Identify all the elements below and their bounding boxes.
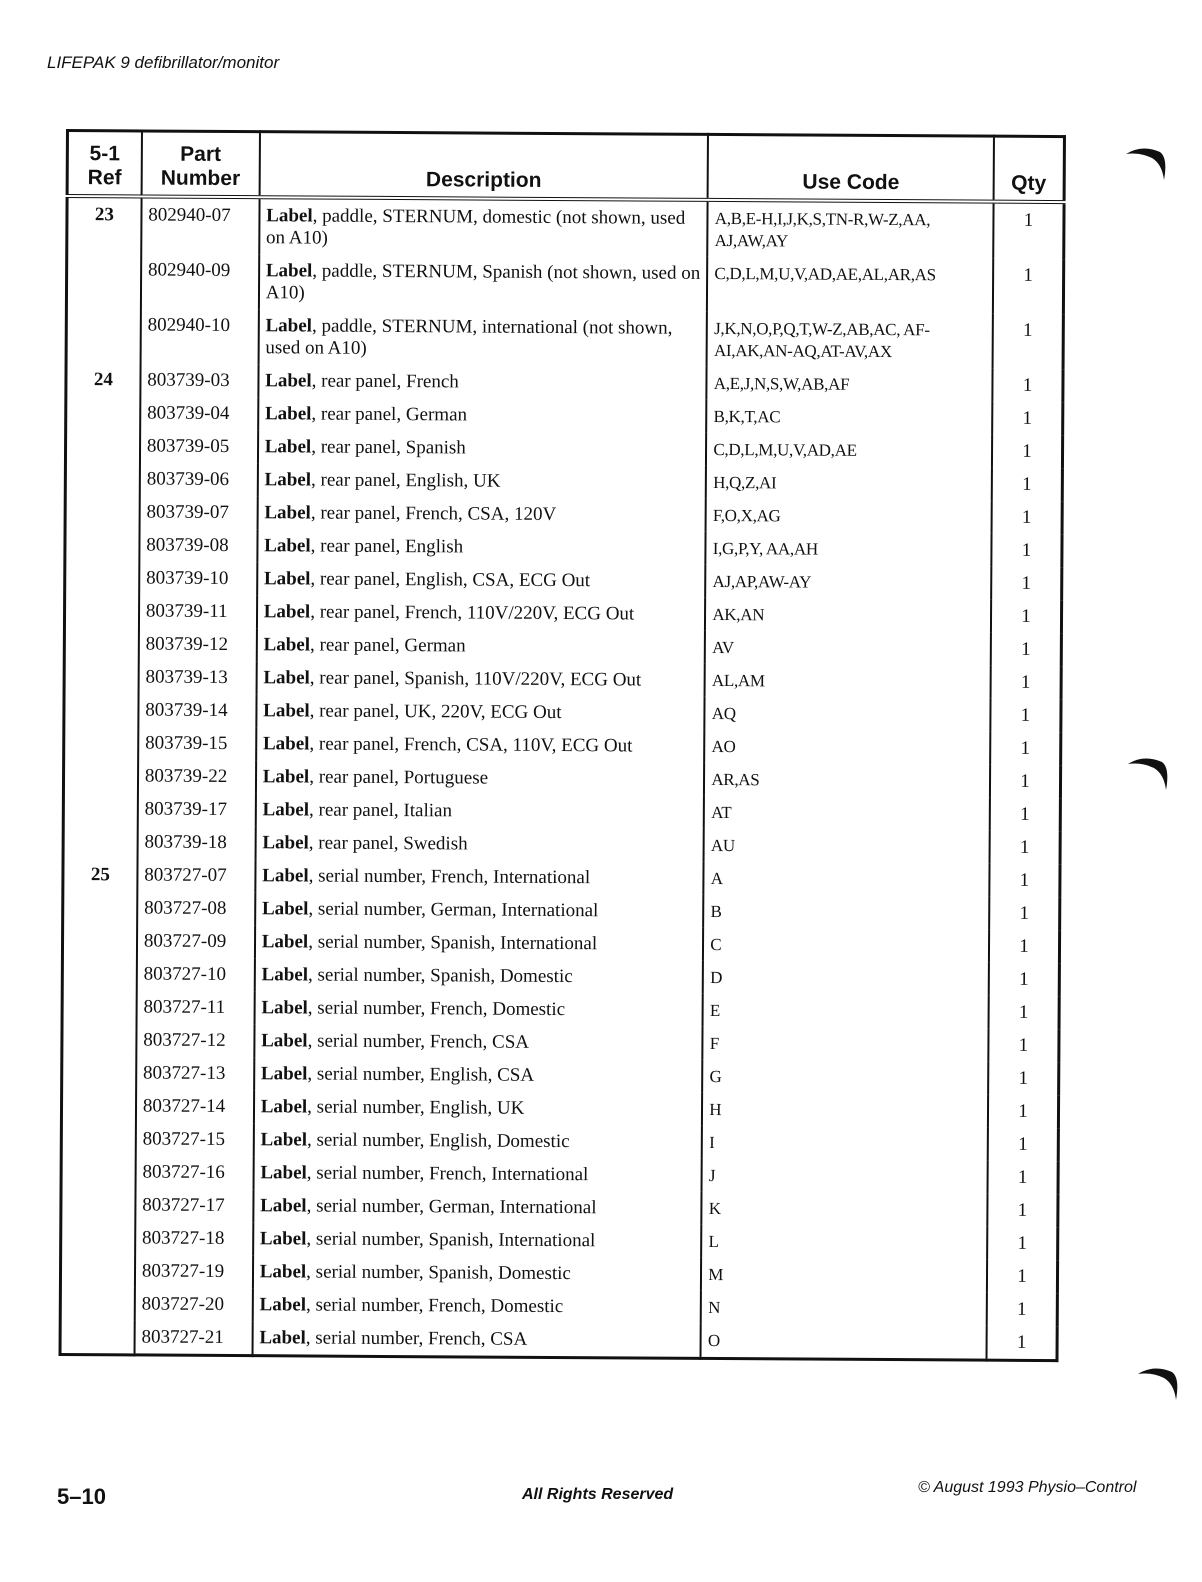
cell-use-code: A,B,E-H,I,J,K,S,TN-R,W-Z,AA, AJ,AW,AY <box>708 200 994 259</box>
cell-ref <box>64 627 139 660</box>
cell-use-code: M <box>701 1258 987 1293</box>
table-row <box>66 308 1063 369</box>
column-header-part-line2: Number <box>160 166 241 191</box>
description-text: , serial number, Spanish, International <box>306 1228 596 1252</box>
cell-part-number: 802940-09 <box>141 253 259 309</box>
cell-ref <box>65 495 140 528</box>
cell-use-code: AT <box>704 796 990 831</box>
cell-part-number: 803739-22 <box>138 759 256 793</box>
description-text: , serial number, Spanish, Domestic <box>306 1261 571 1285</box>
description-label-bold: Label <box>260 1096 308 1118</box>
description-label-bold: Label <box>260 1129 308 1151</box>
binder-tab-mark-icon <box>1126 752 1172 792</box>
cell-ref <box>64 660 139 693</box>
description-label-bold: Label <box>262 865 309 887</box>
cell-use-code: J,K,N,O,P,Q,T,W-Z,AB,AC, AF-AI,AK,AN-AQ,AT-AV,AX <box>707 312 993 369</box>
cell-use-code: A,E,J,N,S,W,AB,AF <box>707 367 993 402</box>
description-label-bold: Label <box>262 832 309 854</box>
description-text: , rear panel, Italian <box>308 799 453 822</box>
description-text: , serial number, English, UK <box>307 1096 525 1119</box>
cell-ref <box>63 759 138 792</box>
table-header-row <box>67 131 1064 203</box>
cell-qty: 1 <box>1019 836 1030 858</box>
cell-use-code: H <box>702 1093 988 1128</box>
description-label-bold: Label <box>262 733 310 755</box>
cell-qty: 1 <box>1017 1265 1027 1287</box>
description-label-bold: Label <box>263 634 311 656</box>
description-text: , rear panel, Spanish <box>311 436 466 459</box>
cell-use-code: H,Q,Z,AI <box>706 466 992 501</box>
cell-description <box>255 925 704 961</box>
cell-description <box>257 562 706 598</box>
description-text: , serial number, Spanish, International <box>308 931 598 955</box>
cell-qty: 1 <box>1018 1001 1029 1023</box>
cell-qty: 1 <box>1020 704 1031 726</box>
cell-qty: 1 <box>1023 209 1034 231</box>
cell-ref <box>65 429 140 462</box>
description-label-bold: Label <box>259 1228 307 1250</box>
column-header-part-number <box>141 131 259 197</box>
cell-description <box>253 1189 702 1225</box>
description-label-bold: Label <box>263 601 311 623</box>
cell-qty: 1 <box>1018 1067 1029 1089</box>
cell-part-number: 802940-07 <box>141 196 259 254</box>
column-header-part-line1: Part <box>180 142 222 166</box>
cell-ref <box>61 1221 136 1254</box>
cell-description <box>252 1288 701 1324</box>
description-label-bold: Label <box>261 997 308 1019</box>
column-header-description: Description <box>259 132 708 200</box>
cell-use-code: I,G,P,Y, AA,AH <box>706 532 992 567</box>
cell-description <box>254 1024 703 1060</box>
cell-ref <box>64 594 139 627</box>
cell-use-code: E <box>703 994 989 1029</box>
cell-description <box>255 826 704 862</box>
description-text: , rear panel, UK, 220V, ECG Out <box>309 700 562 724</box>
cell-qty: 1 <box>1021 605 1031 627</box>
description-text: , serial number, English, Domestic <box>306 1129 570 1153</box>
cell-description <box>255 793 704 829</box>
cell-ref: 24 <box>66 363 141 396</box>
cell-qty: 1 <box>1021 539 1032 561</box>
cell-description <box>256 628 705 664</box>
cell-use-code: AJ,AP,AW-AY <box>705 565 991 600</box>
cell-part-number: 803727-18 <box>135 1221 253 1255</box>
cell-ref: 25 <box>63 858 138 891</box>
description-text: , serial number, English, CSA <box>307 1063 535 1086</box>
cell-description <box>259 197 708 257</box>
binder-tab-mark-icon <box>1124 142 1170 182</box>
cell-ref <box>60 1287 135 1320</box>
cell-part-number: 803727-20 <box>135 1287 253 1321</box>
cell-use-code: C,D,L,M,U,V,AD,AE,AL,AR,AS <box>707 257 993 314</box>
cell-qty: 1 <box>1021 506 1032 528</box>
cell-part-number: 803739-15 <box>138 726 256 760</box>
footer-page-number: 5–10 <box>57 1484 106 1509</box>
cell-description <box>255 859 704 895</box>
cell-part-number: 803739-07 <box>139 495 257 529</box>
cell-part-number: 803727-15 <box>136 1122 254 1156</box>
cell-part-number: 803727-09 <box>137 924 255 958</box>
cell-ref <box>66 253 141 308</box>
cell-part-number: 802940-10 <box>140 308 258 364</box>
cell-qty: 1 <box>1019 869 1030 891</box>
description-text: , rear panel, Portuguese <box>309 766 489 789</box>
cell-description <box>255 892 704 928</box>
cell-use-code: A <box>704 862 990 897</box>
cell-ref <box>62 990 137 1023</box>
description-text: , rear panel, French <box>311 370 459 393</box>
cell-use-code: B <box>703 895 989 930</box>
cell-ref <box>64 726 139 759</box>
cell-part-number: 803739-11 <box>139 594 257 628</box>
cell-part-number: 803727-19 <box>135 1254 253 1288</box>
cell-qty: 1 <box>1019 968 1029 990</box>
cell-use-code: F <box>703 1027 989 1062</box>
cell-ref <box>63 792 138 825</box>
cell-use-code: AR,AS <box>704 763 990 798</box>
cell-ref <box>62 1023 137 1056</box>
cell-qty: 1 <box>1020 671 1031 693</box>
cell-part-number: 803727-12 <box>136 1023 254 1057</box>
description-text: , paddle, STERNUM, international (not shown, used on A10) <box>265 315 673 359</box>
cell-part-number: 803727-21 <box>134 1320 252 1355</box>
description-label-bold: Label <box>264 535 311 557</box>
description-text: , rear panel, Spanish, 110V/220V, ECG Out <box>309 667 642 691</box>
cell-use-code: AV <box>705 631 991 666</box>
cell-qty: 1 <box>1021 638 1031 660</box>
description-label-bold: Label <box>264 436 312 458</box>
description-text: , rear panel, French, CSA, 120V <box>310 502 557 526</box>
cell-part-number: 803739-18 <box>137 825 255 859</box>
description-label-bold: Label <box>264 403 312 425</box>
column-header-ref <box>67 131 142 197</box>
cell-description <box>253 1222 702 1258</box>
cell-description <box>257 496 706 532</box>
description-label-bold: Label <box>266 205 313 227</box>
cell-part-number: 803727-17 <box>135 1188 253 1222</box>
cell-use-code: L <box>701 1225 987 1260</box>
description-label-bold: Label <box>265 315 313 337</box>
cell-description <box>258 364 707 400</box>
description-label-bold: Label <box>265 370 312 392</box>
cell-qty: 1 <box>1023 264 1033 286</box>
cell-description <box>258 309 707 367</box>
cell-use-code: G <box>702 1060 988 1095</box>
description-label-bold: Label <box>263 667 310 689</box>
description-text: , rear panel, German <box>311 403 468 426</box>
description-text: , serial number, French, Domestic <box>305 1294 564 1318</box>
description-text: , serial number, Spanish, Domestic <box>307 964 573 988</box>
cell-part-number: 803739-06 <box>140 462 258 496</box>
cell-part-number: 803727-13 <box>136 1056 254 1090</box>
cell-ref <box>63 825 138 858</box>
cell-ref <box>63 891 138 924</box>
cell-qty: 1 <box>1017 1298 1027 1320</box>
column-header-use-code: Use Code <box>708 134 994 201</box>
cell-description <box>256 727 705 763</box>
description-label-bold: Label <box>264 502 311 524</box>
cell-ref: 23 <box>67 196 142 253</box>
description-label-bold: Label <box>260 1063 308 1085</box>
cell-use-code: AL,AM <box>705 664 991 699</box>
description-text: , serial number, French, Domestic <box>307 997 566 1021</box>
cell-description <box>257 595 706 631</box>
cell-description <box>259 254 708 312</box>
cell-ref <box>61 1155 136 1188</box>
cell-part-number: 803739-03 <box>140 363 258 397</box>
cell-use-code: J <box>702 1159 988 1194</box>
description-label-bold: Label <box>265 260 313 282</box>
cell-qty: 1 <box>1022 440 1032 462</box>
cell-use-code: AO <box>704 730 990 765</box>
cell-use-code: AK,AN <box>705 598 991 633</box>
cell-part-number: 803739-17 <box>138 792 256 826</box>
cell-ref <box>61 1089 136 1122</box>
cell-part-number: 803727-07 <box>137 858 255 892</box>
cell-part-number: 803739-13 <box>138 660 256 694</box>
description-text: , serial number, German, International <box>306 1195 597 1219</box>
description-label-bold: Label <box>262 766 310 788</box>
cell-qty: 1 <box>1020 770 1030 792</box>
cell-qty: 1 <box>1017 1166 1028 1188</box>
cell-qty: 1 <box>1018 1100 1028 1122</box>
cell-use-code: K <box>702 1192 988 1227</box>
description-text: , rear panel, English <box>310 535 464 558</box>
description-text: , rear panel, German <box>309 634 466 657</box>
table-row <box>60 1320 1057 1361</box>
cell-description <box>254 1090 703 1126</box>
cell-part-number: 803739-05 <box>140 429 258 463</box>
cell-part-number: 803727-08 <box>137 891 255 925</box>
cell-qty: 1 <box>1022 374 1033 396</box>
cell-description <box>257 529 706 565</box>
description-text: , rear panel, English, UK <box>310 469 501 492</box>
description-label-bold: Label <box>262 799 310 821</box>
cell-use-code: C,D,L,M,U,V,AD,AE <box>706 433 992 468</box>
cell-description <box>256 760 705 796</box>
cell-description <box>254 991 703 1027</box>
cell-ref <box>62 1056 137 1089</box>
description-text: , rear panel, French, 110V/220V, ECG Out <box>310 601 635 625</box>
cell-ref <box>62 924 137 957</box>
cell-qty: 1 <box>1022 407 1033 429</box>
cell-part-number: 803727-16 <box>135 1155 253 1189</box>
cell-ref <box>65 561 140 594</box>
description-label-bold: Label <box>260 1195 307 1217</box>
cell-qty: 1 <box>1016 1331 1027 1353</box>
description-text: , serial number, French, CSA <box>305 1327 528 1350</box>
cell-ref <box>62 957 137 990</box>
description-text: , paddle, STERNUM, domestic (not shown, used on A10) <box>266 205 686 249</box>
cell-part-number: 803727-11 <box>136 990 254 1024</box>
description-text: , rear panel, French, CSA, 110V, ECG Out <box>309 733 633 757</box>
description-text: , serial number, French, International <box>306 1162 589 1186</box>
cell-part-number: 803727-10 <box>137 957 255 991</box>
cell-description <box>253 1156 702 1192</box>
cell-use-code: B,K,T,AC <box>706 400 992 435</box>
cell-use-code: I <box>702 1126 988 1161</box>
footer-copyright: © August 1993 Physio–Control <box>918 1479 1137 1496</box>
cell-ref <box>65 528 140 561</box>
cell-ref <box>66 308 141 363</box>
description-label-bold: Label <box>259 1261 307 1283</box>
description-label-bold: Label <box>261 898 309 920</box>
column-header-ref-line2: Ref <box>87 166 122 190</box>
cell-part-number: 803739-12 <box>139 627 257 661</box>
cell-part-number: 803739-04 <box>140 396 258 430</box>
description-text: , serial number, French, CSA <box>307 1030 530 1053</box>
cell-ref <box>61 1188 136 1221</box>
cell-use-code: N <box>701 1291 987 1326</box>
cell-ref <box>60 1320 135 1355</box>
cell-use-code: AU <box>704 829 990 864</box>
cell-description <box>254 958 703 994</box>
cell-qty: 1 <box>1020 803 1030 825</box>
cell-description <box>253 1255 702 1291</box>
cell-use-code: F,O,X,AG <box>706 499 992 534</box>
description-text: , paddle, STERNUM, Spanish (not shown, used on A10) <box>265 260 701 304</box>
parts-list-table <box>59 129 1066 1362</box>
cell-part-number: 803739-14 <box>138 693 256 727</box>
description-label-bold: Label <box>261 1030 308 1052</box>
column-header-qty: Qty <box>994 136 1065 202</box>
description-label-bold: Label <box>263 568 311 590</box>
cell-qty: 1 <box>1018 1034 1029 1056</box>
cell-qty: 1 <box>1022 473 1032 495</box>
cell-description <box>257 463 706 499</box>
description-label-bold: Label <box>261 931 309 953</box>
description-text: , rear panel, Swedish <box>308 832 468 855</box>
cell-description <box>256 694 705 730</box>
cell-qty: 1 <box>1018 1133 1028 1155</box>
cell-qty: 1 <box>1019 935 1029 957</box>
cell-qty: 1 <box>1021 572 1032 594</box>
table-row <box>67 196 1064 259</box>
cell-description <box>256 661 705 697</box>
cell-qty: 1 <box>1023 319 1033 341</box>
cell-description <box>258 397 707 433</box>
column-header-ref-line1: 5-1 <box>89 142 121 166</box>
cell-description <box>252 1321 701 1358</box>
binder-tab-mark-icon <box>1136 1362 1182 1402</box>
cell-qty: 1 <box>1017 1199 1028 1221</box>
cell-ref <box>66 396 141 429</box>
cell-ref <box>60 1254 135 1287</box>
cell-ref <box>64 693 139 726</box>
description-label-bold: Label <box>263 700 310 722</box>
cell-use-code: D <box>703 961 989 996</box>
description-label-bold: Label <box>260 1162 307 1184</box>
cell-qty: 1 <box>1019 902 1030 924</box>
cell-part-number: 803739-10 <box>139 561 257 595</box>
cell-qty: 1 <box>1017 1232 1028 1254</box>
cell-part-number: 803727-14 <box>136 1089 254 1123</box>
page-header-title: LIFEPAK 9 defibrillator/monitor <box>47 53 280 72</box>
cell-ref <box>65 462 140 495</box>
cell-use-code: O <box>701 1324 987 1360</box>
description-text: , serial number, German, International <box>308 898 599 922</box>
cell-qty: 1 <box>1020 737 1031 759</box>
cell-ref <box>61 1122 136 1155</box>
parts-table-body <box>60 196 1064 1361</box>
cell-use-code: C <box>703 928 989 963</box>
description-label-bold: Label <box>261 964 309 986</box>
description-text: , serial number, French, International <box>308 865 591 889</box>
cell-description <box>253 1123 702 1159</box>
table-row <box>66 253 1063 314</box>
description-label-bold: Label <box>259 1294 307 1316</box>
description-text: , rear panel, English, CSA, ECG Out <box>310 568 591 592</box>
description-label-bold: Label <box>259 1327 306 1349</box>
description-label-bold: Label <box>264 469 312 491</box>
footer-rights: All Rights Reserved <box>522 1486 674 1503</box>
cell-description <box>258 430 707 466</box>
cell-use-code: AQ <box>705 697 991 732</box>
cell-part-number: 803739-08 <box>139 528 257 562</box>
cell-description <box>254 1057 703 1093</box>
